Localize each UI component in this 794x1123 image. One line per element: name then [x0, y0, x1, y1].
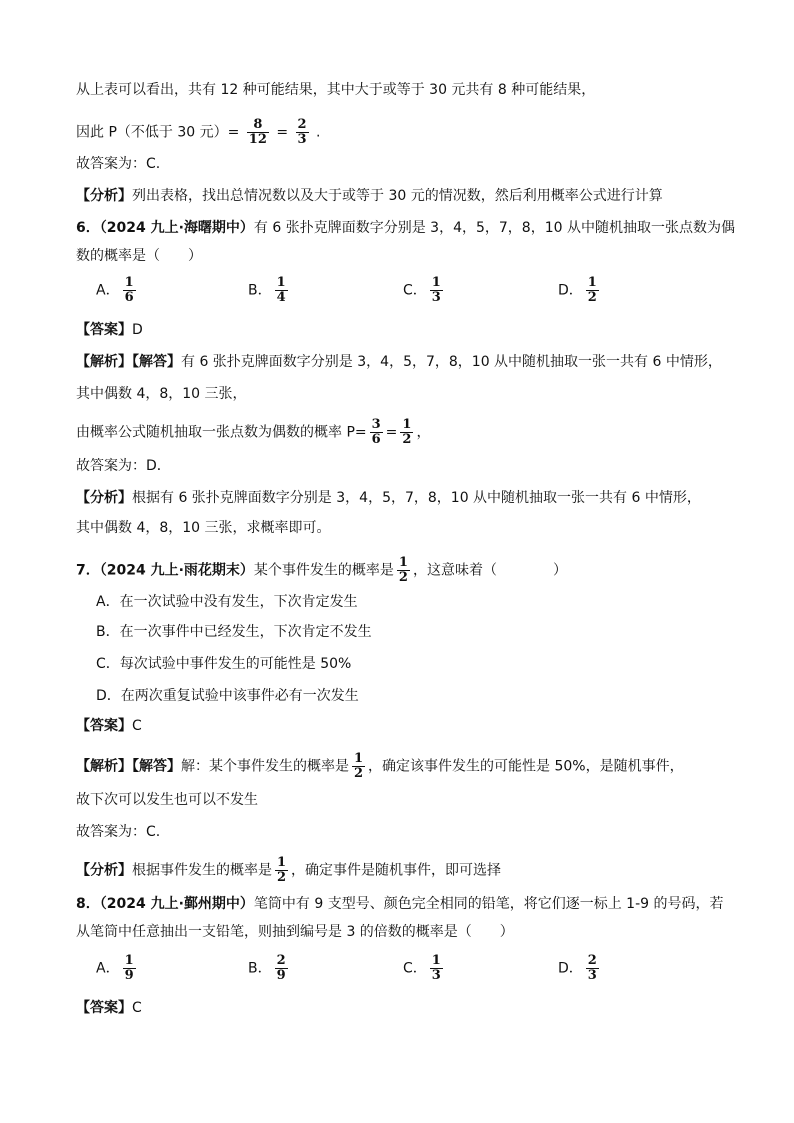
option-d[interactable]: D． $\frac{1}{2}$ — [558, 275, 597, 305]
answer-statement: 故答案为：D． — [76, 458, 171, 474]
answer — [76, 716, 142, 736]
analysis-text: 其中偶数 4，8，10 三张，求概率即可。 — [76, 520, 331, 536]
analysis-tag: 【分析】 — [76, 862, 132, 879]
fraction: $\frac{8}{12}$ — [248, 117, 267, 147]
solution-text: 从上表可以看出，共有 12 种可能结果，其中大于或等于 30 元共有 8 种可能结果， — [76, 82, 596, 98]
question-6-stem-cont: 数的概率是（ ） — [76, 248, 202, 264]
solution-tag: 【解析】【解答】 — [76, 758, 181, 775]
analysis: 【分析】根据事件发生的概率是 $\frac{1}{2}$ ，确定事件是随机事件，即可选择 — [76, 855, 502, 885]
option-d[interactable]: D． $\frac{2}{3}$ — [558, 953, 597, 983]
solution: 【解析】【解答】解：某个事件发生的概率是 $\frac{1}{2}$ ，确定该事件发生的可能性是 50%，是随机事件， — [76, 751, 684, 781]
answer-statement: 故答案为：C. — [76, 824, 161, 840]
question-number: 7． — [76, 562, 100, 579]
question-8-stem-cont: 从笔筒中任意抽出一支铅笔，则抽到编号是 3 的倍数的概率是（ ） — [76, 924, 514, 940]
analysis-tag: 【分析】 — [76, 490, 132, 506]
option-a[interactable]: A． $\frac{1}{6}$ — [96, 275, 134, 305]
analysis-text: 根据有 6 张扑克牌面数字分别是 3，4，5，7，8，10 从中随机抽取一张一共有 6 中情形， — [132, 490, 701, 506]
question-source: （2024 九上·雨花期末） — [99, 562, 254, 579]
option-a[interactable]: A． $\frac{1}{9}$ — [96, 953, 134, 983]
option-d[interactable]: D．在两次重复试验中该事件必有一次发生 — [96, 688, 359, 704]
question-text: 有 6 张扑克牌面数字分别是 3，4，5，7，8，10 从中随机抽取一张点数为偶 — [253, 220, 735, 236]
analysis-tag: 【分析】 — [76, 188, 132, 204]
answer — [76, 998, 142, 1018]
formula-prefix: 因此 P（不低于 30 元）= — [76, 124, 240, 141]
question-6-stem — [76, 218, 735, 238]
solution-tag: 【解析】【解答】 — [76, 354, 181, 370]
probability-formula — [76, 118, 320, 147]
answer-value: C — [132, 718, 142, 734]
answer-tag: 【答案】 — [76, 322, 132, 338]
option-a[interactable]: A．在一次试验中没有发生，下次肯定发生 — [96, 594, 358, 610]
question-text: 笔筒中有 9 支型号、颜色完全相同的铅笔，将它们逐一标上 1-9 的号码，若 — [253, 896, 724, 912]
solution — [76, 352, 722, 372]
question-number: 8． — [76, 896, 100, 912]
period: . — [316, 124, 321, 141]
solution-text: 其中偶数 4，8，10 三张， — [76, 386, 247, 402]
option-c[interactable]: C． $\frac{1}{3}$ — [403, 953, 441, 983]
question-source: （2024 九上·鄞州期中） — [99, 896, 254, 912]
question-8-stem — [76, 894, 724, 914]
solution-text: 有 6 张扑克牌面数字分别是 3，4，5，7，8，10 从中随机抽取一张一共有 6 中情形， — [181, 354, 722, 370]
question-source: （2024 九上·海曙期中） — [99, 220, 254, 236]
analysis-text: 列出表格，找出总情况数以及大于或等于 30 元的情况数，然后利用概率公式进行计算 — [132, 188, 663, 204]
question-7-stem: 7．（2024 九上·雨花期末）某个事件发生的概率是 $\frac{1}{2}$ ，这意味着（ ） — [76, 555, 567, 585]
option-c[interactable]: C．每次试验中事件发生的可能性是 50% — [96, 656, 352, 672]
answer-value: D — [132, 322, 143, 338]
analysis — [76, 186, 663, 206]
question-number: 6． — [76, 220, 100, 236]
option-b[interactable]: B． $\frac{2}{9}$ — [248, 953, 286, 983]
answer — [76, 320, 143, 340]
answer-tag: 【答案】 — [76, 1000, 132, 1016]
fraction: $\frac{2}{3}$ — [297, 117, 307, 147]
option-c[interactable]: C． $\frac{1}{3}$ — [403, 275, 441, 305]
answer-tag: 【答案】 — [76, 718, 132, 734]
solution-text: 故下次可以发生也可以不发生 — [76, 792, 258, 808]
answer-statement: 故答案为：C. — [76, 156, 161, 172]
equals-sign: = — [276, 124, 289, 141]
option-b[interactable]: B．在一次事件中已经发生，下次肯定不发生 — [96, 624, 372, 640]
solution-formula: 由概率公式随机抽取一张点数为偶数的概率 P= $\frac{3}{6}$ = $\frac{1}{2}$ ， — [76, 417, 431, 447]
answer-value: C — [132, 1000, 142, 1016]
analysis — [76, 488, 701, 508]
option-b[interactable]: B． $\frac{1}{4}$ — [248, 275, 286, 305]
